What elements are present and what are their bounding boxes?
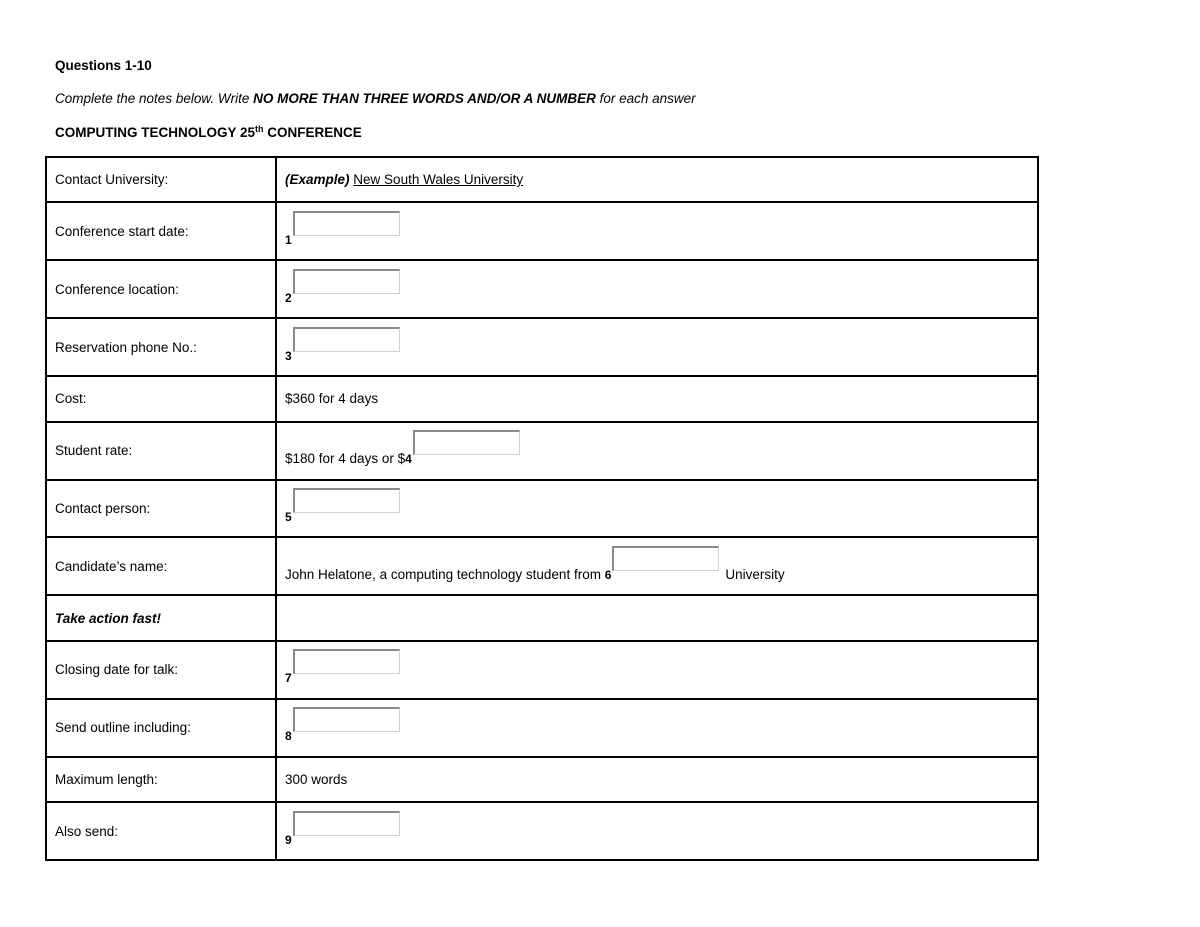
table-row <box>46 595 1038 640</box>
answer-input-4[interactable] <box>413 430 520 455</box>
max-length-label: Maximum length: <box>46 757 276 802</box>
conference-title-sup: th <box>255 124 264 134</box>
answer-input-6[interactable] <box>612 546 719 571</box>
instructions <box>55 91 696 106</box>
question-number: 1 <box>285 232 292 247</box>
question-number: 6 <box>604 567 612 582</box>
answer-input-3[interactable] <box>293 327 400 352</box>
contact-university-value-cell <box>276 157 1038 202</box>
question-number: 3 <box>285 348 292 363</box>
instructions-suffix: for each answer <box>595 91 696 106</box>
max-length-value: 300 words <box>276 757 1038 802</box>
student-rate-label: Student rate: <box>46 422 276 480</box>
cost-label: Cost: <box>46 376 276 421</box>
table-row <box>46 318 1038 376</box>
example-answer: New South Wales University <box>353 172 524 188</box>
table-row <box>46 757 1038 802</box>
take-action-empty-cell <box>276 595 1038 640</box>
table-row <box>46 480 1038 538</box>
take-action-label: Take action fast! <box>46 595 276 640</box>
instructions-emphasis: NO MORE THAN THREE WORDS AND/OR A NUMBER <box>253 91 596 106</box>
questions-heading: Questions 1-10 <box>55 58 152 73</box>
table-row <box>46 537 1038 595</box>
answer-input-7[interactable] <box>293 649 400 674</box>
question-number: 4 <box>405 452 412 467</box>
question-number: 5 <box>285 509 292 524</box>
location-answer-cell <box>276 260 1038 318</box>
table-row <box>46 641 1038 699</box>
conference-title <box>55 125 362 140</box>
closing-date-label: Closing date for talk: <box>46 641 276 699</box>
table-row <box>46 157 1038 202</box>
table-row <box>46 699 1038 757</box>
table-row <box>46 376 1038 421</box>
answer-input-1[interactable] <box>293 211 400 236</box>
question-number: 7 <box>285 671 292 686</box>
phone-label: Reservation phone No.: <box>46 318 276 376</box>
start-date-label: Conference start date: <box>46 202 276 260</box>
also-send-label: Also send: <box>46 802 276 860</box>
candidate-answer-cell <box>276 537 1038 595</box>
answer-input-8[interactable] <box>293 707 400 732</box>
conference-title-prefix: COMPUTING TECHNOLOGY 25 <box>55 125 256 140</box>
phone-answer-cell <box>276 318 1038 376</box>
table-row <box>46 202 1038 260</box>
notes-table <box>45 156 1039 861</box>
instructions-prefix: Complete the notes below. Write <box>55 91 254 106</box>
answer-input-5[interactable] <box>293 488 400 513</box>
contact-person-label: Contact person: <box>46 480 276 538</box>
table-row <box>46 422 1038 480</box>
start-date-answer-cell <box>276 202 1038 260</box>
answer-input-9[interactable] <box>293 811 400 836</box>
student-rate-prefix: $180 for 4 days or $ <box>285 451 406 467</box>
cost-value: $360 for 4 days <box>276 376 1038 421</box>
candidate-prefix: John Helatone, a computing technology student from <box>285 566 601 582</box>
table-row <box>46 802 1038 860</box>
table-row <box>46 260 1038 318</box>
candidate-label: Candidate’s name: <box>46 537 276 595</box>
question-number: 8 <box>285 729 292 744</box>
candidate-suffix: University <box>725 566 785 582</box>
contact-university-label: Contact University: <box>46 157 276 202</box>
conference-title-suffix: CONFERENCE <box>263 125 362 140</box>
location-label: Conference location: <box>46 260 276 318</box>
closing-date-answer-cell <box>276 641 1038 699</box>
also-send-answer-cell <box>276 802 1038 860</box>
student-rate-answer-cell <box>276 422 1038 480</box>
outline-label: Send outline including: <box>46 699 276 757</box>
answer-input-2[interactable] <box>293 269 400 294</box>
question-number: 2 <box>285 290 292 305</box>
outline-answer-cell <box>276 699 1038 757</box>
contact-person-answer-cell <box>276 480 1038 538</box>
example-label: (Example) <box>285 172 350 188</box>
question-number: 9 <box>285 832 292 847</box>
